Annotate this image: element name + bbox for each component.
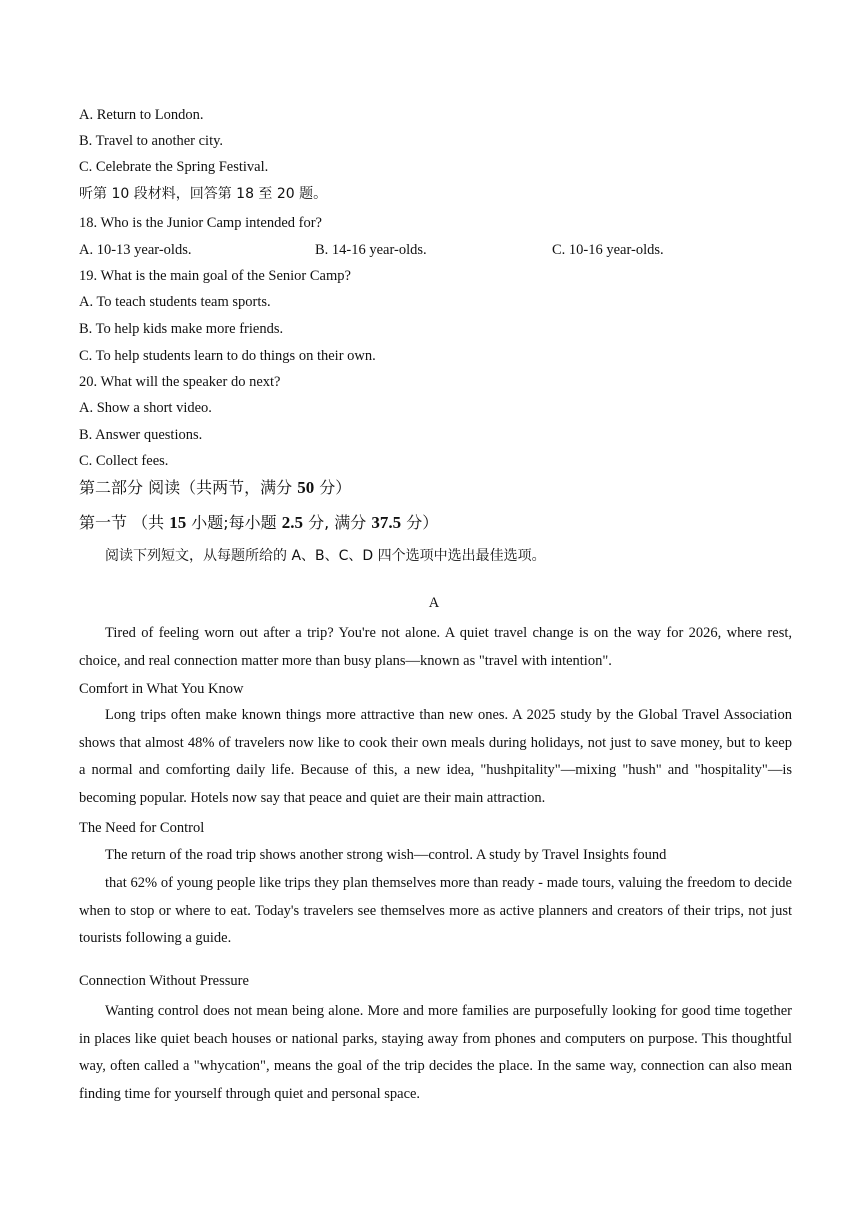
heading-connection: Connection Without Pressure — [79, 973, 249, 989]
q20-question: 20. What will the speaker do next? — [79, 374, 281, 390]
paragraph-control-rest: that 62% of young people like trips they plan themselves more than ready - made tours, valuing the freedom to decide when to stop or where to eat. Today's travelers see themselves more as active planners and creators of their trips, not just tourists following a guide. — [79, 875, 792, 946]
part2-title: 第二部分 阅读（共两节，满分 50 分） — [79, 478, 352, 497]
passage-label: A — [428, 595, 440, 611]
q18-option-a: A. 10-13 year-olds. — [79, 242, 192, 258]
q17-option-a: A. Return to London. — [79, 107, 204, 123]
q19-option-b: B. To help kids make more friends. — [79, 321, 284, 337]
q18-option-c: C. 10-16 year-olds. — [552, 242, 664, 258]
paragraph-comfort: Long trips often make known things more attractive than new ones. A 2025 study by the Global Travel Association shows that almost 48% of travelers now like to cook their own meals during holidays, not just to save money, but to keep a normal and comforting daily life. Because of this, a new idea, "hushpitality"—mixing "hush" and "hospitality"—is becoming popular. Hotels now say that peace and quiet are their main attraction. — [79, 707, 792, 806]
reading-instruction: 阅读下列短文，从每题所给的 A、B、C、D 四个选项中选出最佳选项。 — [105, 548, 546, 564]
q20-option-c: C. Collect fees. — [79, 453, 169, 469]
q19-option-a: A. To teach students team sports. — [79, 294, 271, 310]
q18-options — [79, 241, 779, 259]
passage-intro: Tired of feeling worn out after a trip? You're not alone. A quiet travel change is on the way for 2026, where rest, choice, and real connection matter more than busy plans—known as "travel with intention". — [79, 625, 792, 669]
paragraph-control-first-line: The return of the road trip shows another strong wish—control. A study by Travel Insights found — [105, 847, 667, 863]
heading-comfort: Comfort in What You Know — [79, 681, 244, 697]
heading-control: The Need for Control — [79, 820, 205, 836]
q18-option-b: B. 14-16 year-olds. — [315, 242, 427, 258]
q19-option-c: C. To help students learn to do things on their own. — [79, 348, 376, 364]
paragraph-connection: Wanting control does not mean being alone. More and more families are purposefully looking for good time together in places like quiet beach houses or national parks, staying away from phones and computers on purpose. This thoughtful way, often called a "whycation", means the goal of the trip decides the place. In the same way, connection can also mean finding time for yourself through quiet and personal space. — [79, 1003, 792, 1102]
q17-option-c: C. Celebrate the Spring Festival. — [79, 159, 269, 175]
section1-title: 第一节 （共 15 小题;每小题 2.5 分, 满分 37.5 分） — [79, 513, 439, 532]
q18-question: 18. Who is the Junior Camp intended for? — [79, 215, 322, 231]
q20-option-b: B. Answer questions. — [79, 427, 203, 443]
q19-question: 19. What is the main goal of the Senior Camp? — [79, 268, 351, 284]
q17-option-b: B. Travel to another city. — [79, 133, 224, 149]
q20-option-a: A. Show a short video. — [79, 400, 212, 416]
material-10-instruction: 听第 10 段材料，回答第 18 至 20 题。 — [79, 186, 328, 202]
